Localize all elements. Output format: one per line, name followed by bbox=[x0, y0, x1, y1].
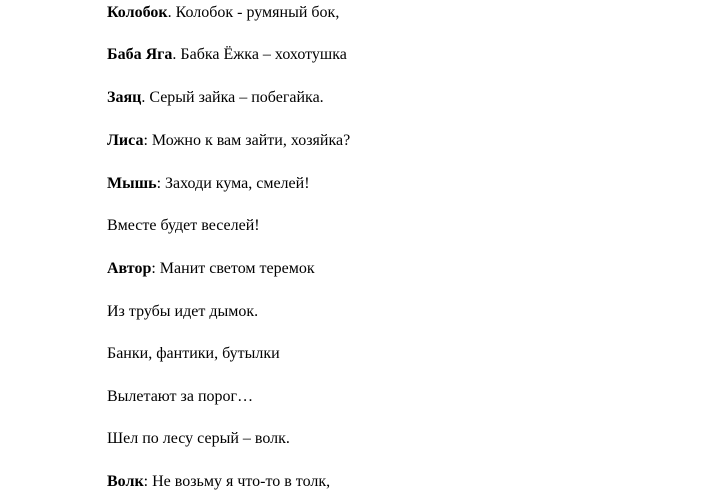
paragraph-lisa bbox=[107, 131, 350, 151]
paragraph-verse bbox=[107, 344, 280, 364]
line-text: Вместе будет веселей! bbox=[107, 217, 260, 234]
paragraph-verse bbox=[107, 216, 260, 236]
speaker-separator: : bbox=[143, 132, 148, 149]
speaker-name: Лиса bbox=[107, 132, 144, 149]
speaker-name: Колобок bbox=[107, 4, 168, 21]
paragraph-verse bbox=[107, 429, 290, 449]
line-text: Вылетают за порог… bbox=[107, 388, 254, 405]
speaker-name: Волк bbox=[107, 473, 144, 490]
paragraph-kolobok bbox=[107, 3, 339, 23]
speaker-name: Баба Яга bbox=[107, 46, 173, 63]
speaker-separator: : bbox=[151, 260, 156, 277]
speaker-separator: : bbox=[156, 175, 162, 192]
paragraph-zayats bbox=[107, 88, 324, 108]
line-text: Не возьму я что-то в толк, bbox=[148, 473, 331, 490]
line-text: Из трубы идет дымок. bbox=[107, 303, 259, 320]
paragraph-verse bbox=[107, 387, 253, 407]
speaker-separator: . bbox=[141, 89, 146, 106]
speaker-name: Мышь bbox=[107, 175, 157, 192]
line-text: Серый зайка – побегайка. bbox=[145, 89, 324, 106]
line-text: Манит светом теремок bbox=[155, 260, 315, 277]
line-text: Заходи кума, смелей! bbox=[161, 175, 310, 192]
speaker-name: Автор bbox=[107, 260, 152, 277]
paragraph-verse bbox=[107, 302, 258, 322]
speaker-separator: : bbox=[143, 473, 149, 490]
speaker-separator: . bbox=[167, 4, 172, 21]
paragraph-baba-yaga bbox=[107, 45, 347, 65]
line-text: Шел по лесу серый – волк. bbox=[107, 430, 290, 447]
line-text: Колобок - румяный бок, bbox=[171, 4, 340, 21]
speaker-name: Заяц bbox=[107, 89, 142, 106]
paragraph-mysh bbox=[107, 174, 310, 194]
line-text: Можно к вам зайти, хозяйка? bbox=[147, 132, 351, 149]
line-text: Банки, фантики, бутылки bbox=[107, 345, 280, 362]
paragraph-volk bbox=[107, 472, 330, 492]
speaker-separator: . bbox=[172, 46, 177, 63]
paragraph-avtor bbox=[107, 259, 315, 279]
line-text: Бабка Ёжка – хохотушка bbox=[176, 46, 347, 63]
